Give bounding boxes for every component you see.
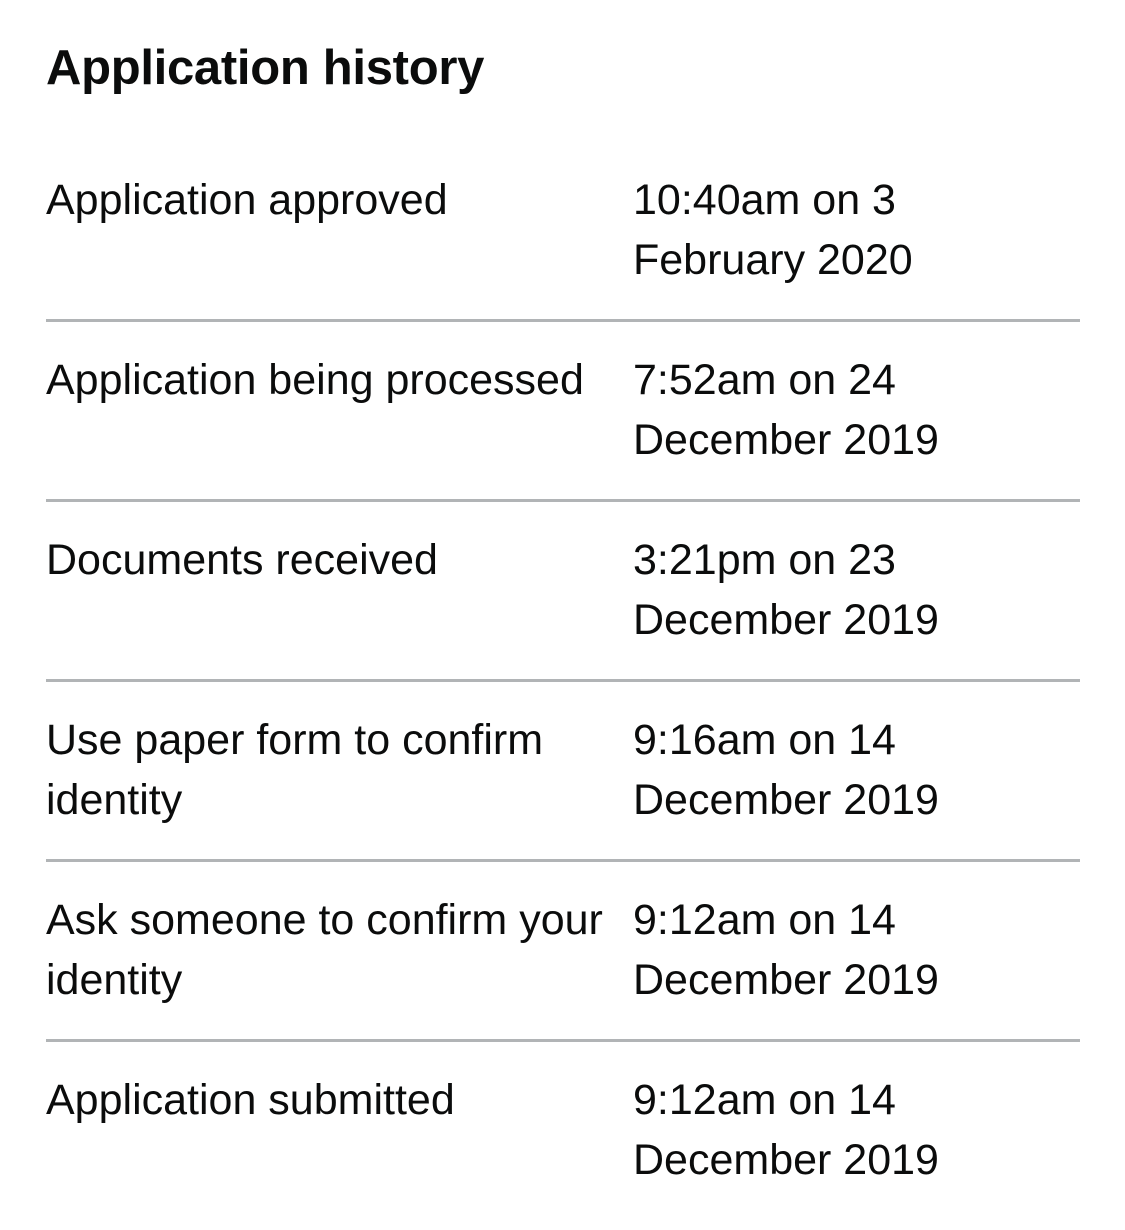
history-date: December 2019 (633, 1136, 939, 1184)
history-row (46, 682, 1080, 862)
history-time: 9:16am on 14 (633, 716, 896, 764)
history-timestamp (633, 890, 1080, 1010)
history-event: Application approved (46, 176, 448, 224)
history-date: February 2020 (633, 236, 913, 284)
history-timestamp (633, 530, 1080, 650)
history-timestamp (633, 170, 1080, 290)
history-timestamp (633, 1070, 1080, 1190)
history-time: 7:52am on 24 (633, 356, 896, 404)
history-timestamp (633, 710, 1080, 830)
history-row (46, 502, 1080, 682)
history-time: 9:12am on 14 (633, 896, 896, 944)
history-time: 9:12am on 14 (633, 1076, 896, 1124)
history-date: December 2019 (633, 956, 939, 1004)
history-list (46, 142, 1080, 1222)
history-event: Application being processed (46, 356, 584, 404)
history-event: Ask someone to confirm your identity (46, 896, 603, 1004)
history-event: Application submitted (46, 1076, 455, 1124)
history-date: December 2019 (633, 416, 939, 464)
history-row (46, 862, 1080, 1042)
history-event: Documents received (46, 536, 438, 584)
history-time: 3:21pm on 23 (633, 536, 896, 584)
page-title: Application history (46, 41, 485, 95)
history-row (46, 142, 1080, 322)
history-timestamp (633, 350, 1080, 470)
history-event: Use paper form to confirm identity (46, 716, 544, 824)
history-row (46, 1042, 1080, 1222)
history-row (46, 322, 1080, 502)
history-time: 10:40am on 3 (633, 176, 896, 224)
history-date: December 2019 (633, 596, 939, 644)
history-date: December 2019 (633, 776, 939, 824)
